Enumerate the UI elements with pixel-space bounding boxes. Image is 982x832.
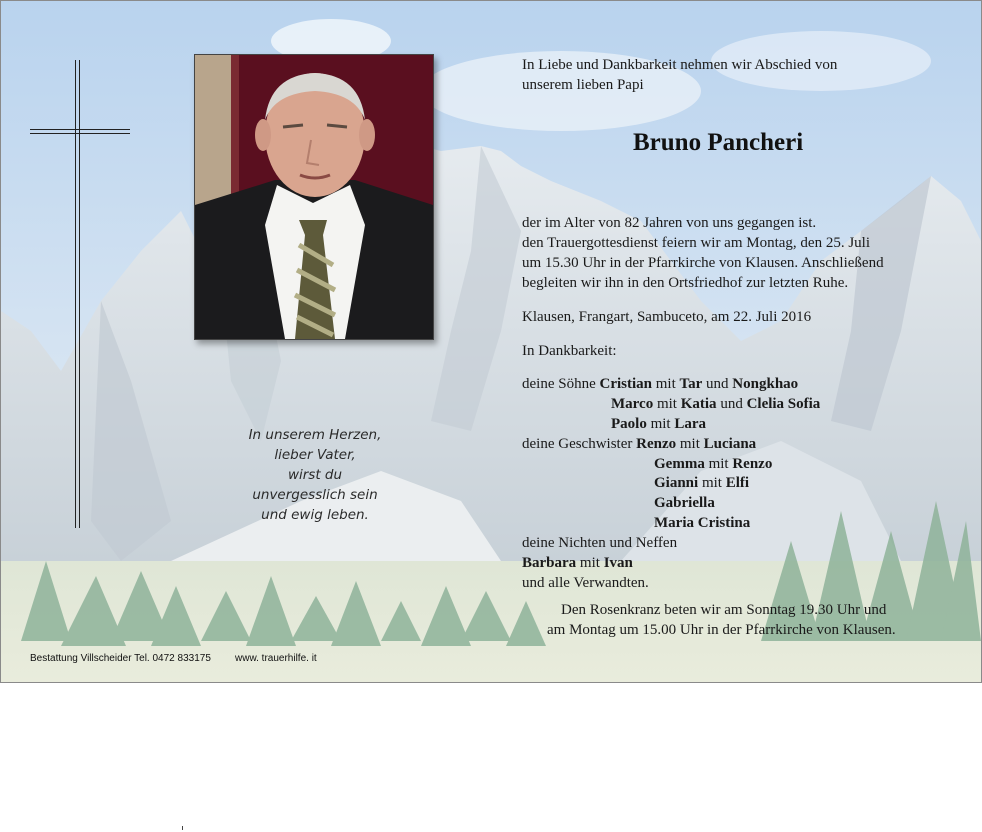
son-name: Paolo <box>611 416 647 432</box>
relatives-line: und alle Verwandten. <box>522 575 649 591</box>
poem-line: wirst du <box>287 467 343 483</box>
siblings-row-1 <box>522 434 756 454</box>
niece-name: Barbara <box>522 555 577 571</box>
siblings-row-2 <box>654 454 772 474</box>
connector: mit <box>655 376 676 392</box>
partner-name: Lara <box>674 416 707 432</box>
sibling-name: Gemma <box>654 456 705 472</box>
sibling-name: Maria Cristina <box>654 515 751 531</box>
partner-name: Tar <box>679 376 703 392</box>
sons-label: deine Söhne <box>522 376 596 392</box>
sibling-name: Gabriella <box>654 495 715 511</box>
poem-line: lieber Vater, <box>274 447 356 463</box>
portrait-photo <box>194 54 434 340</box>
partner-name: Luciana <box>703 436 757 452</box>
connector: mit <box>701 475 722 491</box>
rosary-line-1: Den Rosenkranz beten wir am Sonntag 19.30 Uhr und <box>561 602 887 618</box>
partner-name: Renzo <box>732 456 773 472</box>
son-name: Marco <box>611 396 654 412</box>
siblings-row-3 <box>654 473 749 493</box>
sons-row-2 <box>611 394 820 414</box>
partner-name: Clelia Sofia <box>746 396 821 412</box>
deceased-name: Bruno Pancheri <box>633 129 804 156</box>
place-date: Klausen, Frangart, Sambuceto, am 22. Juli 2016 <box>522 309 812 325</box>
undertaker-contact: Bestattung Villscheider Tel. 0472 833175 <box>30 653 211 664</box>
cross-icon-bar <box>30 129 130 134</box>
connector: mit <box>579 555 600 571</box>
intro-line-2: unserem lieben Papi <box>522 77 644 93</box>
sons-row-3 <box>611 414 706 434</box>
dankbarkeit-label: In Dankbarkeit: <box>522 343 617 359</box>
mountain-background <box>1 1 981 682</box>
poem-line: unvergesslich sein <box>252 487 378 503</box>
partner-name: Ivan <box>603 555 633 571</box>
connector: mit <box>656 396 677 412</box>
connector: und <box>720 396 743 412</box>
stray-mark <box>182 826 183 830</box>
partner-name: Nongkhao <box>732 376 799 392</box>
body-line-1: der im Alter von 82 Jahren von uns gegangen ist. <box>522 215 817 231</box>
body-line-3: um 15.30 Uhr in der Pfarrkirche von Klausen. Anschließend <box>522 255 884 271</box>
rosary-line-2: am Montag um 15.00 Uhr in der Pfarrkirche von Klausen. <box>547 622 896 638</box>
body-line-4: begleiten wir ihn in den Ortsfriedhof zur letzten Ruhe. <box>522 275 849 291</box>
partner-name: Elfi <box>725 475 750 491</box>
niece-row <box>522 553 633 573</box>
connector: mit <box>679 436 700 452</box>
connector: mit <box>650 416 671 432</box>
connector: und <box>706 376 729 392</box>
poem-line: und ewig leben. <box>261 507 369 523</box>
sons-row-1 <box>522 374 798 394</box>
poem-line: In unserem Herzen, <box>248 427 382 443</box>
sibling-name: Gianni <box>654 475 699 491</box>
poem <box>215 425 415 525</box>
son-name: Cristian <box>599 376 652 392</box>
partner-name: Katia <box>680 396 717 412</box>
website-text: www. trauerhilfe. it <box>235 653 317 664</box>
body-line-2: den Trauergottesdienst feiern wir am Montag, den 25. Juli <box>522 235 871 251</box>
connector: mit <box>708 456 729 472</box>
sibling-name: Renzo <box>636 436 677 452</box>
siblings-label: deine Geschwister <box>522 436 633 452</box>
nieces-label: deine Nichten und Neffen <box>522 535 678 551</box>
intro-line-1: In Liebe und Dankbarkeit nehmen wir Abschied von <box>522 57 838 73</box>
